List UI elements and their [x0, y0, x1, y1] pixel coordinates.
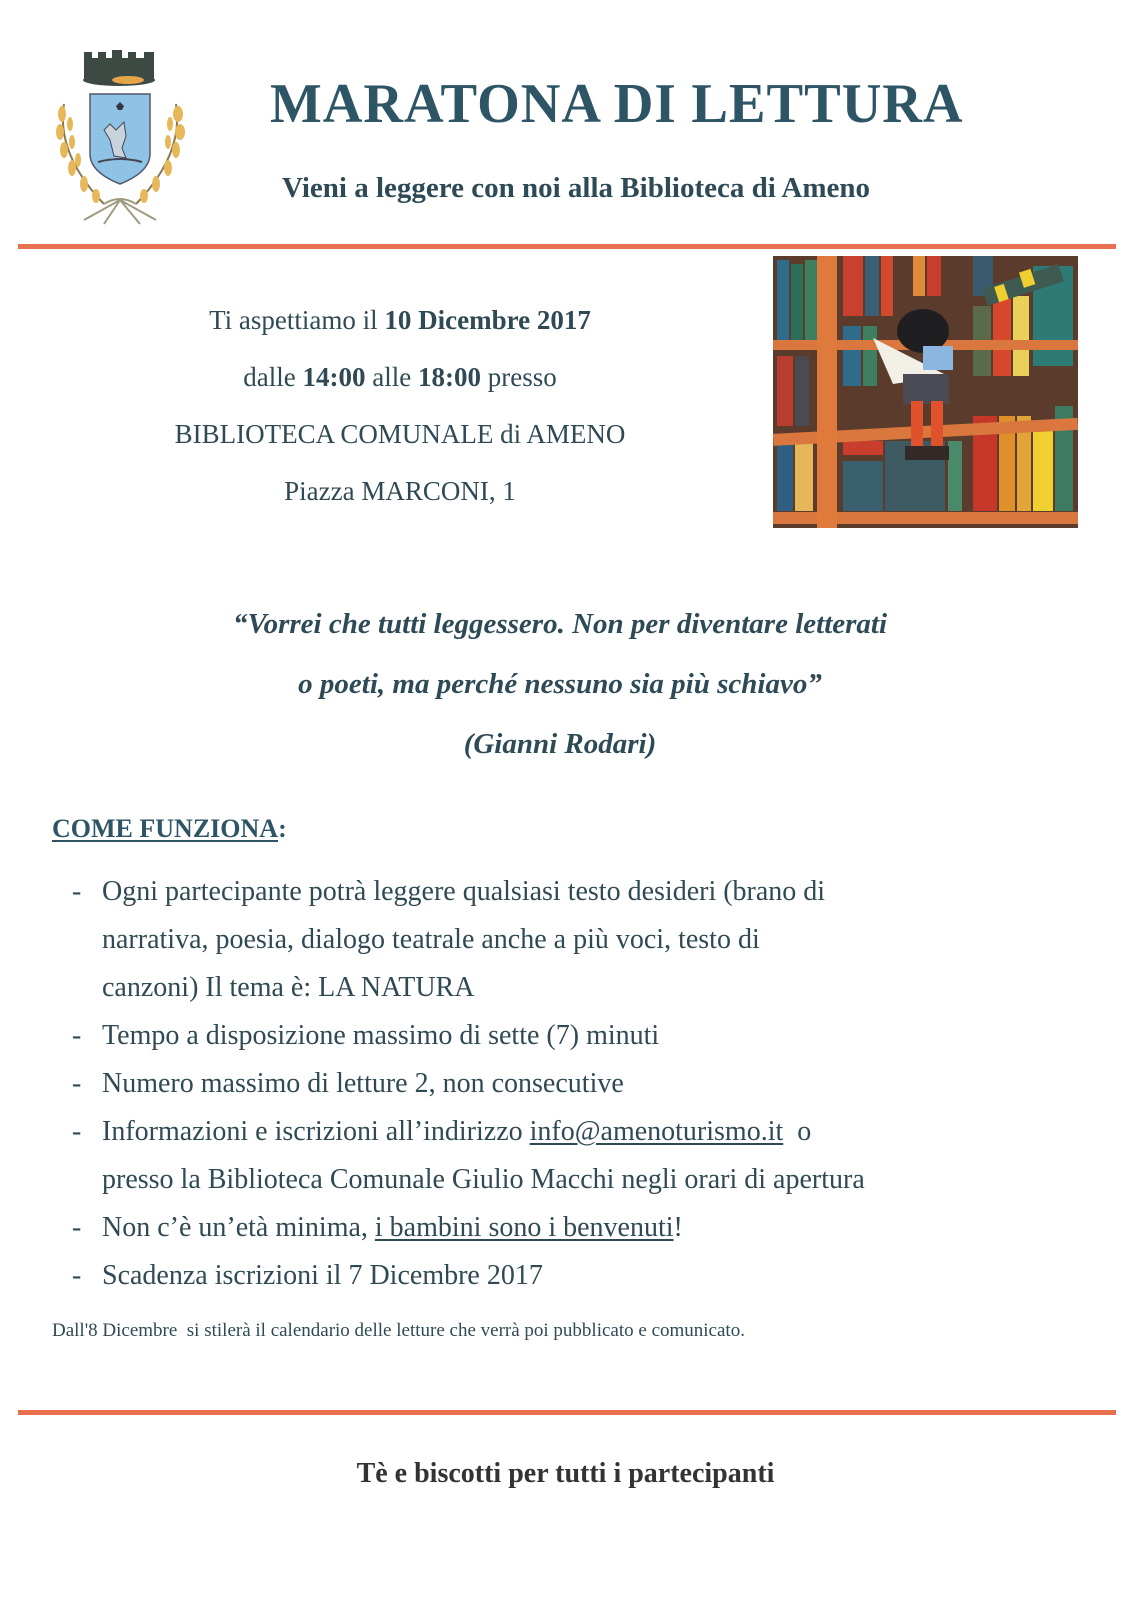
page-title: MARATONA DI LETTURA: [270, 73, 964, 135]
rules-list: [72, 868, 1112, 1300]
bullet-dash: -: [72, 1068, 82, 1099]
start-time: 14:00: [302, 362, 366, 392]
quote-line-2: o poeti, ma perché nessuno sia più schiavo”: [298, 668, 822, 700]
bottom-divider: [18, 1410, 1116, 1415]
list-item: - Tempo a disposizione massimo di sette (7) minuti: [72, 1012, 1112, 1060]
children-welcome: i bambini sono i benvenuti: [374, 1212, 674, 1243]
calendar-note: Dall'8 Dicembre si stilerà il calendario delle letture che verrà poi pubblicato e comunicato.: [52, 1320, 745, 1341]
quote-author: (Gianni Rodari): [463, 728, 657, 760]
how-it-works-heading: COME FUNZIONA:: [52, 814, 287, 843]
list-item: - Scadenza iscrizioni il 7 Dicembre 2017: [72, 1252, 1112, 1300]
bullet-dash: -: [72, 876, 82, 907]
quote-line-1: “Vorrei che tutti leggessero. Non per diventare letterati: [232, 608, 888, 640]
event-date: 10 Dicembre 2017: [384, 305, 591, 335]
list-item: - Informazioni e iscrizioni all’indirizzo info@amenoturismo.it o presso la Biblioteca Comunale Giulio Macchi negli orari di apertura: [72, 1108, 1112, 1204]
list-item: - Non c’è un’età minima, i bambini sono i benvenuti!: [72, 1204, 1112, 1252]
bullet-dash: -: [72, 1212, 82, 1243]
list-item: - Ogni partecipante potrà leggere qualsiasi testo desideri (brano di narrativa, poesia, dialogo teatrale anche a più voci, testo di canzoni) Il tema è: LA NATURA: [72, 868, 1112, 1012]
event-date-line: Ti aspettiamo il 10 Dicembre 2017: [209, 305, 591, 335]
bullet-dash: -: [72, 1116, 82, 1147]
child-reading-illustration: [773, 256, 1078, 528]
bullet-dash: -: [72, 1260, 82, 1291]
email-link[interactable]: info@amenoturismo.it: [529, 1116, 784, 1147]
coat-of-arms-icon: [44, 44, 194, 234]
page-subtitle: Vieni a leggere con noi alla Biblioteca di Ameno: [282, 172, 871, 204]
venue-address: Piazza MARCONI, 1: [284, 476, 516, 506]
event-time-line: dalle 14:00 alle 18:00 presso: [243, 362, 557, 392]
footer-text: Tè e biscotti per tutti i partecipanti: [356, 1458, 775, 1489]
bullet-dash: -: [72, 1020, 82, 1051]
quote-block: [60, 594, 1060, 774]
venue-name: BIBLIOTECA COMUNALE di AMENO: [174, 419, 626, 449]
list-item: - Numero massimo di letture 2, non consecutive: [72, 1060, 1112, 1108]
event-info: [100, 292, 700, 520]
end-time: 18:00: [417, 362, 481, 392]
top-divider: [18, 244, 1116, 249]
